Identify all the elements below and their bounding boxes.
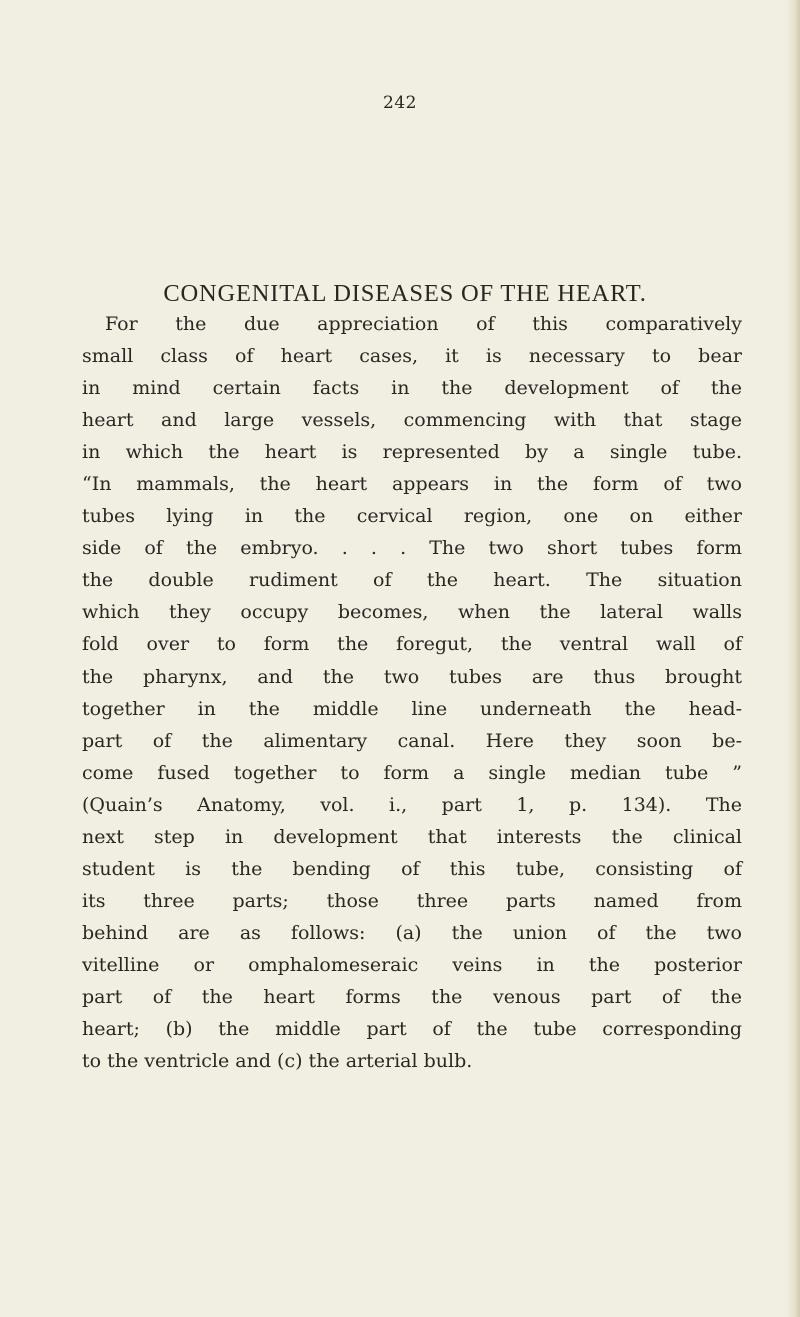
body-text [82,308,742,1077]
text-line: “In mammals, the heart appears in the form of two [82,473,742,496]
text-line: part of the heart forms the venous part of the [82,985,742,1008]
text-line: (Quain’s Anatomy, vol. i., part 1, p. 134). The [82,793,742,816]
text-line: heart; (b) the middle part of the tube corresponding [82,1018,742,1041]
text-line: in which the heart is represented by a single tube. [82,441,742,464]
text-line: in mind certain facts in the development of the [82,377,742,400]
chapter-title: CONGENITAL DISEASES OF THE HEART. [163,280,647,307]
text-line: side of the embryo. . . . The two short tubes form [82,537,742,560]
page-number: 242 [383,93,417,113]
text-line: come fused together to form a single median tube ” [82,761,742,784]
text-line: next step in development that interests the clinical [82,825,742,848]
page-edge-shadow [786,0,800,1317]
text-line: tubes lying in the cervical region, one on either [82,505,742,528]
text-line: its three parts; those three parts named from [82,889,742,912]
text-line: fold over to form the foregut, the ventral wall of [82,633,742,656]
text-line: the double rudiment of the heart. The situation [82,569,742,592]
text-line: vitelline or omphalomeseraic veins in the posterior [82,953,742,976]
text-line: together in the middle line underneath the head- [82,697,742,720]
text-line: which they occupy becomes, when the lateral walls [82,601,742,624]
text-line: For the due appreciation of this comparatively [105,313,742,335]
text-line: heart and large vessels, commencing with that stage [82,409,742,432]
text-line: part of the alimentary canal. Here they soon be- [82,729,742,752]
text-line: small class of heart cases, it is necessary to bear [82,345,742,368]
text-line: the pharynx, and the two tubes are thus brought [82,665,742,688]
text-line: behind are as follows: (a) the union of the two [82,921,742,944]
text-line: student is the bending of this tube, consisting of [82,857,742,880]
text-line: to the ventricle and (c) the arterial bulb. [82,1050,473,1073]
